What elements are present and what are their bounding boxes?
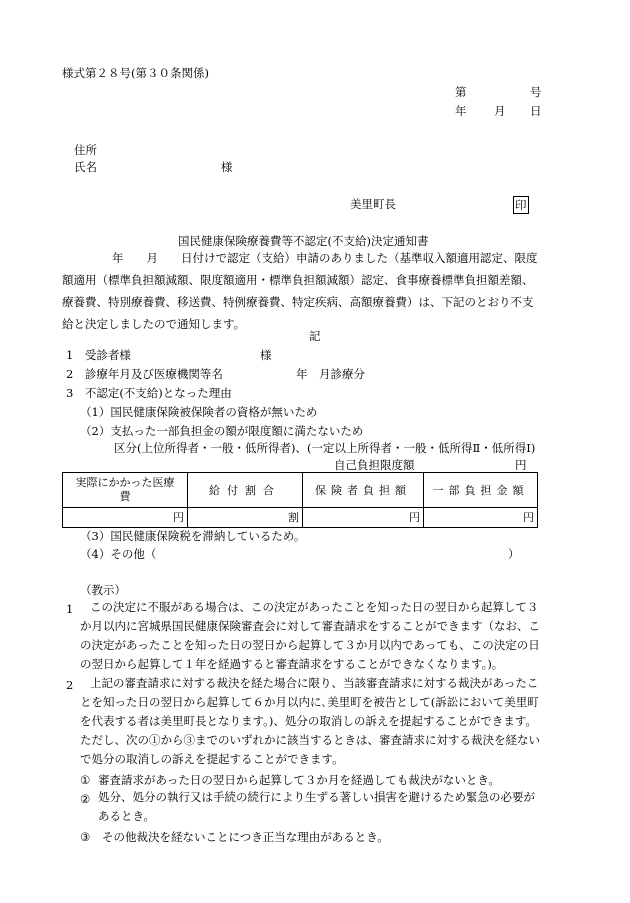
form-number: 様式第２８号(第３０条関係) bbox=[62, 66, 209, 80]
header-medical-cost: 実際にかかった医療費 bbox=[75, 476, 175, 503]
condition-line: 処分、処分の執行又は手続の続行により生ずる著しい損害を避けるため緊急の必要が bbox=[98, 790, 535, 804]
condition-2 bbox=[98, 788, 578, 826]
reason2-class: 区分(上位所得者・一般・低所得者)、(一定以上所得者・一般・低所得Ⅱ・低所得Ⅰ) bbox=[114, 441, 536, 455]
date-year: 年 bbox=[455, 104, 467, 118]
date-day: 日 bbox=[530, 104, 542, 118]
instruction-line: の決定があったことを知った日の翌日から起算して３か月以内であっても、この決定の日 bbox=[80, 638, 540, 652]
body-line: 額適用（標準負担額減額、限度額適用・標準負担額減額）認定、食事療養標準負担額差額、 bbox=[62, 273, 534, 287]
item2-label: 2 診療年月及び医療機関等名 bbox=[66, 367, 223, 381]
date-month: 月 bbox=[494, 104, 506, 118]
instruction-2-number: 2 bbox=[66, 678, 74, 692]
condition-2-number: ② bbox=[80, 792, 91, 806]
table-header-cell bbox=[424, 473, 538, 508]
seal bbox=[513, 196, 529, 214]
reason1: （1）国民健康保険被保険者の資格が無いため bbox=[80, 405, 318, 419]
table-header-cell bbox=[63, 473, 188, 508]
condition-1-number: ① bbox=[80, 773, 91, 787]
item3-label: 3 不認定(不支給)となった理由 bbox=[66, 386, 232, 400]
body-line: 給と決定しましたので通知します。 bbox=[62, 317, 246, 331]
instruction-2 bbox=[80, 674, 580, 769]
table-header-cell bbox=[188, 473, 303, 508]
fee-table bbox=[62, 472, 538, 528]
reason4-close: ） bbox=[508, 547, 520, 561]
condition-3-number: ③ bbox=[80, 830, 91, 844]
instruction-line: か月以内に宮城県国民健康保険審査会に対して審査請求をすることができます（なお、こ bbox=[80, 619, 540, 633]
reason4-open: （4）その他（ bbox=[80, 547, 157, 561]
instruction-1-number: 1 bbox=[66, 602, 74, 616]
instruction-line: 上記の審査請求に対する裁決を経た場合に限り、当該審査請求に対する裁決があったこ bbox=[90, 676, 539, 690]
reason2: （2）支払った一部負担金の額が限度額に満たないため bbox=[80, 424, 364, 438]
instruction-line: で処分の取消しの訴えを提起することができます。 bbox=[80, 752, 344, 766]
address-label: 住所 bbox=[74, 143, 97, 157]
doc-number-prefix: 第 bbox=[455, 85, 467, 99]
condition-line: あるとき。 bbox=[98, 809, 156, 823]
reason3: （3）国民健康保険税を滞納しているため。 bbox=[80, 529, 306, 543]
body-line: 年 月 日付けで認定（支給）申請のありました（基準収入額適用認定、限度 bbox=[112, 251, 538, 265]
doc-number-suffix: 号 bbox=[530, 85, 542, 99]
instruction-line: を代表する者は美里町長となります。)、処分の取消しの訴えを提起することができます。 bbox=[80, 714, 537, 728]
recipient-honorific: 様 bbox=[221, 160, 233, 174]
document-title: 国民健康保険療養費等不認定(不支給)決定通知書 bbox=[178, 234, 429, 248]
table-header-row bbox=[63, 473, 538, 508]
table-cell-unit: 円 bbox=[303, 508, 424, 528]
instruction-line: ただし、次の①から③までのいずれかに該当するときは、審査請求に対する裁決を経ない bbox=[80, 733, 540, 747]
instruction-line: とを知った日の翌日から起算して６か月以内に､美里町を被告として(訴訟において美里町 bbox=[80, 695, 539, 709]
header-insurer-share: 保険者負担額 bbox=[315, 483, 411, 497]
seal-mark: 印 bbox=[515, 198, 527, 212]
table-cell-unit: 円 bbox=[424, 508, 538, 528]
table-cell-unit: 割 bbox=[188, 508, 303, 528]
instructions-heading: （教示） bbox=[80, 583, 126, 597]
item2-suffix: 年 月診療分 bbox=[296, 367, 365, 381]
name-label: 氏名 bbox=[74, 160, 97, 174]
body-paragraph bbox=[62, 247, 582, 335]
table-header-cell bbox=[303, 473, 424, 508]
sender-name: 美里町長 bbox=[350, 197, 396, 211]
table-cell-unit: 円 bbox=[63, 508, 188, 528]
instruction-1 bbox=[80, 598, 580, 674]
header-copay: 一部負担金額 bbox=[432, 483, 529, 497]
condition-3: その他裁決を経ないことにつき正当な理由があるとき。 bbox=[102, 830, 389, 844]
instruction-line: この決定に不服がある場合は、この決定があったことを知った日の翌日から起算して３ bbox=[90, 600, 539, 614]
table-row bbox=[63, 508, 538, 528]
body-line: 療養費、特別療養費、移送費、特例療養費、特定疾病、高額療養費）は、下記のとおり不支 bbox=[62, 295, 534, 309]
instruction-line: の翌日から起算して１年を経過すると審査請求をすることができなくなります。)。 bbox=[80, 657, 504, 671]
item1-label: 1 受診者様 bbox=[66, 348, 131, 362]
header-benefit-ratio: 給付割合 bbox=[209, 483, 281, 497]
condition-1: 審査請求があった日の翌日から起算して３か月を経過しても裁決がないとき。 bbox=[98, 773, 500, 787]
limit-unit: 円 bbox=[515, 458, 527, 472]
item1-honorific: 様 bbox=[260, 348, 272, 362]
ki-heading: 記 bbox=[309, 329, 321, 343]
limit-label: 自己負担限度額 bbox=[334, 458, 415, 472]
